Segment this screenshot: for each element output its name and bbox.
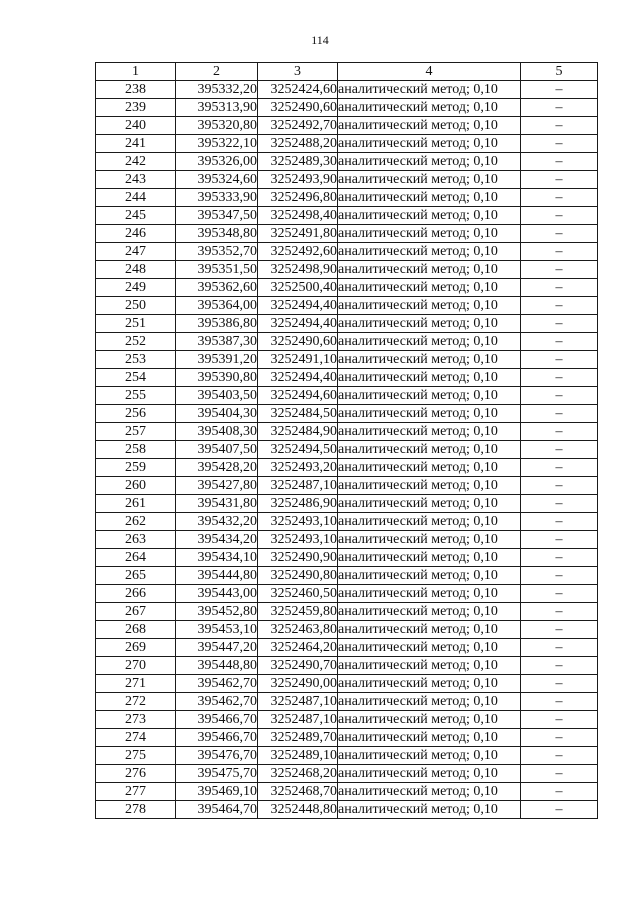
x-coordinate-cell: 395362,60: [176, 279, 258, 297]
table-row: [96, 315, 598, 333]
x-coordinate-cell: 395434,20: [176, 531, 258, 549]
method-accuracy-cell: аналитический метод; 0,10: [338, 81, 521, 99]
y-coordinate-cell: 3252463,80: [258, 621, 338, 639]
method-accuracy-cell: аналитический метод; 0,10: [338, 207, 521, 225]
method-accuracy-cell: аналитический метод; 0,10: [338, 711, 521, 729]
point-number-cell: 240: [96, 117, 176, 135]
method-accuracy-cell: аналитический метод; 0,10: [338, 729, 521, 747]
method-accuracy-cell: аналитический метод; 0,10: [338, 513, 521, 531]
method-accuracy-cell: аналитический метод; 0,10: [338, 117, 521, 135]
y-coordinate-cell: 3252494,50: [258, 441, 338, 459]
x-coordinate-cell: 395448,80: [176, 657, 258, 675]
y-coordinate-cell: 3252490,60: [258, 333, 338, 351]
y-coordinate-cell: 3252494,40: [258, 297, 338, 315]
note-cell: –: [521, 315, 598, 333]
table-row: [96, 369, 598, 387]
y-coordinate-cell: 3252484,90: [258, 423, 338, 441]
coordinates-table: [95, 62, 598, 819]
point-number-cell: 263: [96, 531, 176, 549]
method-accuracy-cell: аналитический метод; 0,10: [338, 657, 521, 675]
point-number-cell: 239: [96, 99, 176, 117]
method-accuracy-cell: аналитический метод; 0,10: [338, 153, 521, 171]
y-coordinate-cell: 3252493,90: [258, 171, 338, 189]
note-cell: –: [521, 513, 598, 531]
y-coordinate-cell: 3252491,80: [258, 225, 338, 243]
x-coordinate-cell: 395322,10: [176, 135, 258, 153]
x-coordinate-cell: 395453,10: [176, 621, 258, 639]
point-number-cell: 243: [96, 171, 176, 189]
note-cell: –: [521, 495, 598, 513]
x-coordinate-cell: 395386,80: [176, 315, 258, 333]
x-coordinate-cell: 395333,90: [176, 189, 258, 207]
x-coordinate-cell: 395347,50: [176, 207, 258, 225]
y-coordinate-cell: 3252460,50: [258, 585, 338, 603]
method-accuracy-cell: аналитический метод; 0,10: [338, 135, 521, 153]
table-row: [96, 549, 598, 567]
table-row: [96, 261, 598, 279]
note-cell: –: [521, 297, 598, 315]
point-number-cell: 248: [96, 261, 176, 279]
table-row: [96, 225, 598, 243]
point-number-cell: 261: [96, 495, 176, 513]
x-coordinate-cell: 395351,50: [176, 261, 258, 279]
note-cell: –: [521, 693, 598, 711]
note-cell: –: [521, 675, 598, 693]
point-number-cell: 274: [96, 729, 176, 747]
table-header-row: [96, 63, 598, 81]
y-coordinate-cell: 3252464,20: [258, 639, 338, 657]
method-accuracy-cell: аналитический метод; 0,10: [338, 585, 521, 603]
method-accuracy-cell: аналитический метод; 0,10: [338, 297, 521, 315]
table-row: [96, 639, 598, 657]
note-cell: –: [521, 243, 598, 261]
note-cell: –: [521, 603, 598, 621]
x-coordinate-cell: 395390,80: [176, 369, 258, 387]
point-number-cell: 267: [96, 603, 176, 621]
note-cell: –: [521, 207, 598, 225]
y-coordinate-cell: 3252494,40: [258, 315, 338, 333]
y-coordinate-cell: 3252490,80: [258, 567, 338, 585]
point-number-cell: 242: [96, 153, 176, 171]
y-coordinate-cell: 3252490,00: [258, 675, 338, 693]
method-accuracy-cell: аналитический метод; 0,10: [338, 261, 521, 279]
note-cell: –: [521, 531, 598, 549]
method-accuracy-cell: аналитический метод; 0,10: [338, 531, 521, 549]
point-number-cell: 255: [96, 387, 176, 405]
y-coordinate-cell: 3252494,60: [258, 387, 338, 405]
y-coordinate-cell: 3252489,10: [258, 747, 338, 765]
point-number-cell: 272: [96, 693, 176, 711]
point-number-cell: 241: [96, 135, 176, 153]
table-row: [96, 675, 598, 693]
y-coordinate-cell: 3252492,60: [258, 243, 338, 261]
note-cell: –: [521, 765, 598, 783]
y-coordinate-cell: 3252489,70: [258, 729, 338, 747]
x-coordinate-cell: 395432,20: [176, 513, 258, 531]
x-coordinate-cell: 395431,80: [176, 495, 258, 513]
point-number-cell: 275: [96, 747, 176, 765]
y-coordinate-cell: 3252496,80: [258, 189, 338, 207]
method-accuracy-cell: аналитический метод; 0,10: [338, 783, 521, 801]
note-cell: –: [521, 369, 598, 387]
table-row: [96, 495, 598, 513]
table-row: [96, 621, 598, 639]
point-number-cell: 257: [96, 423, 176, 441]
x-coordinate-cell: 395326,00: [176, 153, 258, 171]
y-coordinate-cell: 3252486,90: [258, 495, 338, 513]
point-number-cell: 276: [96, 765, 176, 783]
note-cell: –: [521, 261, 598, 279]
note-cell: –: [521, 99, 598, 117]
method-accuracy-cell: аналитический метод; 0,10: [338, 225, 521, 243]
note-cell: –: [521, 711, 598, 729]
method-accuracy-cell: аналитический метод; 0,10: [338, 171, 521, 189]
x-coordinate-cell: 395404,30: [176, 405, 258, 423]
x-coordinate-cell: 395403,50: [176, 387, 258, 405]
table-row: [96, 441, 598, 459]
x-coordinate-cell: 395434,10: [176, 549, 258, 567]
table-row: [96, 351, 598, 369]
method-accuracy-cell: аналитический метод; 0,10: [338, 747, 521, 765]
x-coordinate-cell: 395475,70: [176, 765, 258, 783]
x-coordinate-cell: 395427,80: [176, 477, 258, 495]
x-coordinate-cell: 395466,70: [176, 711, 258, 729]
table-row: [96, 513, 598, 531]
y-coordinate-cell: 3252493,10: [258, 513, 338, 531]
note-cell: –: [521, 153, 598, 171]
table-row: [96, 459, 598, 477]
point-number-cell: 247: [96, 243, 176, 261]
table-row: [96, 279, 598, 297]
point-number-cell: 251: [96, 315, 176, 333]
y-coordinate-cell: 3252487,10: [258, 477, 338, 495]
note-cell: –: [521, 279, 598, 297]
x-coordinate-cell: 395391,20: [176, 351, 258, 369]
note-cell: –: [521, 747, 598, 765]
method-accuracy-cell: аналитический метод; 0,10: [338, 495, 521, 513]
table-row: [96, 801, 598, 819]
table-row: [96, 603, 598, 621]
note-cell: –: [521, 585, 598, 603]
column-header-5: 5: [521, 63, 598, 81]
y-coordinate-cell: 3252487,10: [258, 693, 338, 711]
x-coordinate-cell: 395407,50: [176, 441, 258, 459]
method-accuracy-cell: аналитический метод; 0,10: [338, 459, 521, 477]
note-cell: –: [521, 477, 598, 495]
point-number-cell: 252: [96, 333, 176, 351]
point-number-cell: 270: [96, 657, 176, 675]
y-coordinate-cell: 3252498,40: [258, 207, 338, 225]
note-cell: –: [521, 351, 598, 369]
point-number-cell: 249: [96, 279, 176, 297]
page-number: 114: [311, 33, 329, 47]
note-cell: –: [521, 459, 598, 477]
x-coordinate-cell: 395452,80: [176, 603, 258, 621]
note-cell: –: [521, 225, 598, 243]
table-row: [96, 99, 598, 117]
x-coordinate-cell: 395466,70: [176, 729, 258, 747]
method-accuracy-cell: аналитический метод; 0,10: [338, 441, 521, 459]
table-row: [96, 387, 598, 405]
method-accuracy-cell: аналитический метод; 0,10: [338, 369, 521, 387]
point-number-cell: 244: [96, 189, 176, 207]
method-accuracy-cell: аналитический метод; 0,10: [338, 351, 521, 369]
column-header-3: 3: [258, 63, 338, 81]
point-number-cell: 246: [96, 225, 176, 243]
method-accuracy-cell: аналитический метод; 0,10: [338, 765, 521, 783]
y-coordinate-cell: 3252484,50: [258, 405, 338, 423]
note-cell: –: [521, 729, 598, 747]
point-number-cell: 253: [96, 351, 176, 369]
note-cell: –: [521, 333, 598, 351]
method-accuracy-cell: аналитический метод; 0,10: [338, 477, 521, 495]
note-cell: –: [521, 549, 598, 567]
table-row: [96, 531, 598, 549]
x-coordinate-cell: 395462,70: [176, 675, 258, 693]
x-coordinate-cell: 395387,30: [176, 333, 258, 351]
note-cell: –: [521, 657, 598, 675]
note-cell: –: [521, 801, 598, 819]
point-number-cell: 260: [96, 477, 176, 495]
column-header-1: 1: [96, 63, 176, 81]
method-accuracy-cell: аналитический метод; 0,10: [338, 405, 521, 423]
x-coordinate-cell: 395476,70: [176, 747, 258, 765]
note-cell: –: [521, 405, 598, 423]
y-coordinate-cell: 3252491,10: [258, 351, 338, 369]
note-cell: –: [521, 189, 598, 207]
x-coordinate-cell: 395332,20: [176, 81, 258, 99]
point-number-cell: 277: [96, 783, 176, 801]
y-coordinate-cell: 3252493,20: [258, 459, 338, 477]
note-cell: –: [521, 621, 598, 639]
x-coordinate-cell: 395443,00: [176, 585, 258, 603]
x-coordinate-cell: 395324,60: [176, 171, 258, 189]
x-coordinate-cell: 395320,80: [176, 117, 258, 135]
point-number-cell: 273: [96, 711, 176, 729]
method-accuracy-cell: аналитический метод; 0,10: [338, 693, 521, 711]
table-row: [96, 297, 598, 315]
y-coordinate-cell: 3252492,70: [258, 117, 338, 135]
table-row: [96, 729, 598, 747]
table-row: [96, 423, 598, 441]
y-coordinate-cell: 3252487,10: [258, 711, 338, 729]
table-row: [96, 81, 598, 99]
table-row: [96, 711, 598, 729]
table-row: [96, 135, 598, 153]
method-accuracy-cell: аналитический метод; 0,10: [338, 243, 521, 261]
method-accuracy-cell: аналитический метод; 0,10: [338, 99, 521, 117]
note-cell: –: [521, 81, 598, 99]
table-row: [96, 153, 598, 171]
method-accuracy-cell: аналитический метод; 0,10: [338, 675, 521, 693]
note-cell: –: [521, 135, 598, 153]
method-accuracy-cell: аналитический метод; 0,10: [338, 279, 521, 297]
note-cell: –: [521, 441, 598, 459]
table-row: [96, 783, 598, 801]
y-coordinate-cell: 3252459,80: [258, 603, 338, 621]
table-row: [96, 657, 598, 675]
point-number-cell: 269: [96, 639, 176, 657]
table-row: [96, 333, 598, 351]
y-coordinate-cell: 3252490,60: [258, 99, 338, 117]
table-row: [96, 747, 598, 765]
point-number-cell: 238: [96, 81, 176, 99]
y-coordinate-cell: 3252493,10: [258, 531, 338, 549]
table-row: [96, 477, 598, 495]
method-accuracy-cell: аналитический метод; 0,10: [338, 549, 521, 567]
method-accuracy-cell: аналитический метод; 0,10: [338, 621, 521, 639]
x-coordinate-cell: 395447,20: [176, 639, 258, 657]
table-row: [96, 207, 598, 225]
method-accuracy-cell: аналитический метод; 0,10: [338, 423, 521, 441]
x-coordinate-cell: 395348,80: [176, 225, 258, 243]
y-coordinate-cell: 3252448,80: [258, 801, 338, 819]
table-row: [96, 117, 598, 135]
x-coordinate-cell: 395352,70: [176, 243, 258, 261]
x-coordinate-cell: 395428,20: [176, 459, 258, 477]
point-number-cell: 278: [96, 801, 176, 819]
x-coordinate-cell: 395313,90: [176, 99, 258, 117]
table-row: [96, 405, 598, 423]
y-coordinate-cell: 3252500,40: [258, 279, 338, 297]
y-coordinate-cell: 3252488,20: [258, 135, 338, 153]
point-number-cell: 268: [96, 621, 176, 639]
table-row: [96, 243, 598, 261]
note-cell: –: [521, 639, 598, 657]
method-accuracy-cell: аналитический метод; 0,10: [338, 315, 521, 333]
point-number-cell: 264: [96, 549, 176, 567]
point-number-cell: 266: [96, 585, 176, 603]
point-number-cell: 256: [96, 405, 176, 423]
method-accuracy-cell: аналитический метод; 0,10: [338, 567, 521, 585]
point-number-cell: 250: [96, 297, 176, 315]
x-coordinate-cell: 395444,80: [176, 567, 258, 585]
y-coordinate-cell: 3252468,20: [258, 765, 338, 783]
note-cell: –: [521, 387, 598, 405]
method-accuracy-cell: аналитический метод; 0,10: [338, 387, 521, 405]
note-cell: –: [521, 117, 598, 135]
y-coordinate-cell: 3252490,90: [258, 549, 338, 567]
point-number-cell: 271: [96, 675, 176, 693]
table-row: [96, 693, 598, 711]
x-coordinate-cell: 395408,30: [176, 423, 258, 441]
note-cell: –: [521, 423, 598, 441]
x-coordinate-cell: 395469,10: [176, 783, 258, 801]
y-coordinate-cell: 3252424,60: [258, 81, 338, 99]
point-number-cell: 265: [96, 567, 176, 585]
table-row: [96, 171, 598, 189]
y-coordinate-cell: 3252498,90: [258, 261, 338, 279]
method-accuracy-cell: аналитический метод; 0,10: [338, 189, 521, 207]
x-coordinate-cell: 395462,70: [176, 693, 258, 711]
column-header-4: 4: [338, 63, 521, 81]
note-cell: –: [521, 783, 598, 801]
y-coordinate-cell: 3252468,70: [258, 783, 338, 801]
table-body: [96, 81, 598, 819]
column-header-2: 2: [176, 63, 258, 81]
method-accuracy-cell: аналитический метод; 0,10: [338, 333, 521, 351]
table-row: [96, 567, 598, 585]
table-row: [96, 765, 598, 783]
table-row: [96, 585, 598, 603]
y-coordinate-cell: 3252489,30: [258, 153, 338, 171]
method-accuracy-cell: аналитический метод; 0,10: [338, 639, 521, 657]
y-coordinate-cell: 3252490,70: [258, 657, 338, 675]
x-coordinate-cell: 395464,70: [176, 801, 258, 819]
point-number-cell: 262: [96, 513, 176, 531]
point-number-cell: 258: [96, 441, 176, 459]
point-number-cell: 259: [96, 459, 176, 477]
method-accuracy-cell: аналитический метод; 0,10: [338, 603, 521, 621]
method-accuracy-cell: аналитический метод; 0,10: [338, 801, 521, 819]
table-row: [96, 189, 598, 207]
y-coordinate-cell: 3252494,40: [258, 369, 338, 387]
point-number-cell: 254: [96, 369, 176, 387]
note-cell: –: [521, 567, 598, 585]
point-number-cell: 245: [96, 207, 176, 225]
note-cell: –: [521, 171, 598, 189]
x-coordinate-cell: 395364,00: [176, 297, 258, 315]
